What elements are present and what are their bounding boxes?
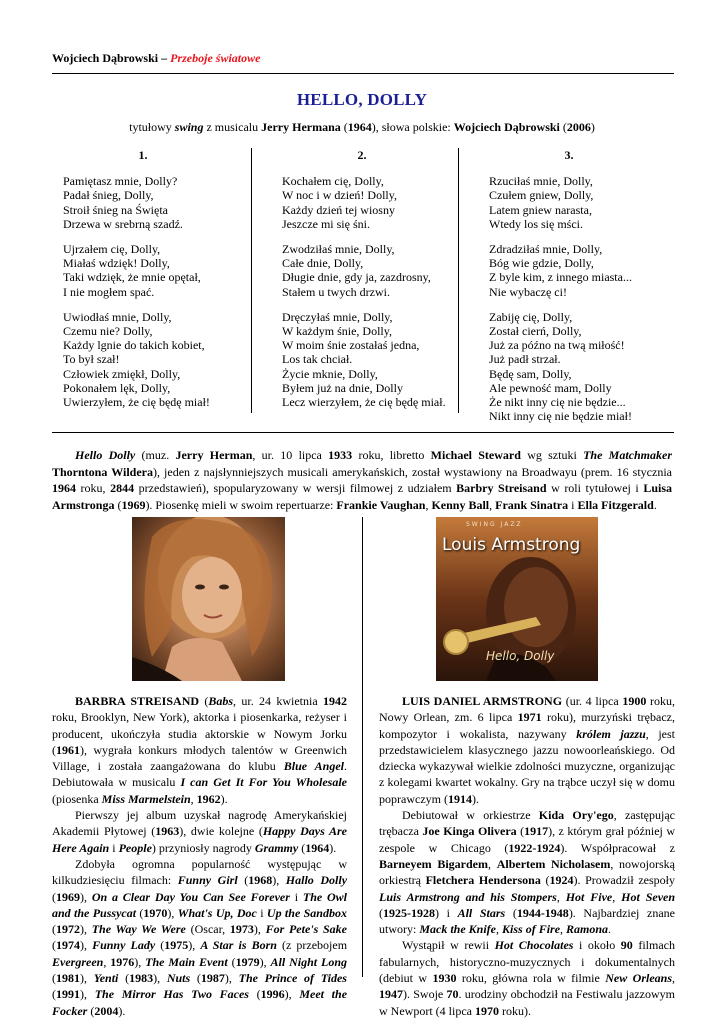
album-small-text: SWING JAZZ [466, 521, 523, 528]
lyric-line: Byłem już na dnie, Dolly [282, 380, 403, 395]
header-author: Wojciech Dąbrowski [52, 51, 159, 65]
lyric-line: I nie mogłem spać. [63, 284, 155, 299]
louis-armstrong-album-cover [436, 517, 598, 681]
lyric-line: Nikt inny cię nie będzie miał! [489, 409, 632, 424]
lyric-line: Życie mknie, Dolly, [282, 366, 378, 381]
lyrics-rule [52, 432, 674, 433]
lyric-line: Czułem gniew, Dolly, [489, 188, 594, 203]
song-title: HELLO, DOLLY [296, 90, 428, 109]
lyric-line: Stroił śnieg na Święta [63, 202, 168, 217]
lyric-stanza [489, 310, 649, 424]
lyric-line: Nie wybaczę ci! [489, 284, 567, 299]
lyric-line: Taki wdzięk, że mnie opętał, [63, 270, 201, 285]
lyric-stanza [63, 174, 223, 231]
lyric-line: Stałem u twych drzwi. [282, 284, 390, 299]
lyric-line: Że nikt inny cię nie będzie... [489, 395, 626, 410]
stanza-number: 3. [564, 148, 574, 162]
lyrics-column-3 [489, 148, 649, 434]
header-series: Przeboje światowe [170, 51, 261, 65]
lyric-line: Długie dnie, gdy ja, zazdrosny, [282, 270, 431, 285]
lyric-line: Zdradziłaś mnie, Dolly, [489, 242, 603, 257]
intro-paragraph: Hello Dolly (muz. Jerry Herman, ur. 10 lipca 1933 roku, libretto Michael Steward wg sztuki The Matchmaker Thorntona Wildera), jeden z najsłynniejszych musicali amerykańskich, został wystawiony na Broadwayu (prem. 16 stycznia 1964 roku, 2844 przedstawień), spopularyzowany w wersji filmowej z udziałem Barbry Streisand w roli tytułowej i Luisa Armstronga (1969). Piosenkę mieli w swoim repertuarze: Frankie Vaughan, Kenny Ball, Frank Sinatra i Ella Fitzgerald. [52, 448, 673, 512]
lyric-stanza [489, 174, 649, 231]
lyric-line: Człowiek zmiękł, Dolly, [63, 366, 181, 381]
lyric-line: Bóg wie gdzie, Dolly, [489, 256, 594, 271]
lyric-line: Latem gniew narasta, [489, 202, 592, 217]
lyric-line: Uwiodłaś mnie, Dolly, [63, 309, 172, 324]
bio-divider [362, 517, 363, 977]
lyric-line: To był szał! [63, 352, 120, 367]
lyrics-column-1 [63, 148, 223, 420]
lyric-line: Kochałem cię, Dolly, [282, 174, 384, 189]
lyric-stanza [63, 242, 223, 299]
portrait-illustration [132, 517, 285, 681]
lyric-line: Zwodziłaś mnie, Dolly, [282, 242, 395, 257]
lyric-line: Już padł strzał. [489, 352, 561, 367]
lyric-line: Wtedy los się mści. [489, 216, 583, 231]
lyric-line: Pamiętasz mnie, Dolly? [63, 174, 178, 189]
lyric-line: Każdy dzień tej wiosny [282, 202, 395, 217]
lyric-line: Z byle kim, z innego miasta... [489, 270, 632, 285]
lyric-stanza [282, 242, 446, 299]
lyric-line: Jeszcze mi się śni. [282, 216, 370, 231]
lyric-line: Całe dnie, Dolly, [282, 256, 364, 271]
lyric-line: Rzuciłaś mnie, Dolly, [489, 174, 593, 189]
album-caption: Hello, Dolly [486, 649, 555, 663]
lyric-line: Ale pewność mam, Dolly [489, 380, 612, 395]
stanza-number: 2. [357, 148, 367, 162]
header-separator: – [158, 51, 171, 65]
lyric-line: W każdym śnie, Dolly, [282, 324, 392, 339]
lyric-line: W noc i w dzień! Dolly, [282, 188, 397, 203]
header-rule [52, 73, 674, 74]
lyric-line: Czemu nie? Dolly, [63, 324, 153, 339]
lyrics-column-2 [282, 148, 446, 420]
barbra-streisand-bio: BARBRA STREISAND (Babs, ur. 24 kwietnia 1942 roku, Brooklyn, New York), aktorka i piosenkarka, reżyser i producent, ukończyła studia aktorskie w Nowym Jorku (1961), wygrała konkurs młodych talentów w Greenwich Village, i została zaangażowana do klubu Blue Angel. Debiutowała w musicalu I can Get It For You Wholesale (piosenka Miss Marmelstein, 1962). Pierwszy jej album uzyskał nagrodę Amerykańskiej Akademii Płytowej (1963), dwie kolejne (Happy Days Are Here Again i People) przyniosły nagrody Grammy (1964). Zdobyła ogromna popularność występując w kilkudziesięciu filmach: Funny Girl (1968), Hallo Dolly (1969), On a Clear Day You Can See Forever i The Owl and the Pussycat (1970), What's Up, Doc i Up the Sandbox (1972), The Way We Were (Oscar, 1973), For Pete's Sake (1974), Funny Lady (1975), A Star is Born (z przebojem Evergreen, 1976), The Main Event (1979), All Night Long (1981), Yenti (1983), Nuts (1987), The Prince of Tides (1991), The Mirror Has Two Faces (1996), Meet the Focker (2004). [52, 694, 348, 1018]
album-title: Louis Armstrong [442, 535, 581, 555]
lyric-line: Ujrzałem cię, Dolly, [63, 242, 161, 257]
lyric-stanza [282, 174, 446, 231]
louis-armstrong-bio: LUIS DANIEL ARMSTRONG (ur. 4 lipca 1900 roku, Nowy Orlean, zm. 6 lipca 1971 roku), murzyński trębacz, kompozytor i wokalista, nazywany królem jazzu, jest przedstawicielem klasycznego jazzu nowoorleańskiego. Od dziecka wykazywał wielkie zdolności muzyczne, organizując z kolegami kwartet wokalny. Gry na trąbce uczył się w domu poprawczym (1914). Debiutował w orkiestrze Kida Ory'ego, zastępując trębacza Joe Kinga Olivera (1917), z którym grał później w zespole w Chicago (1922-1924). Współpracował z Barneyem Bigardem, Albertem Nicholasem, nowojorską orkiestrą Fletchera Hendersona (1924). Prowadził zespoły Luis Armstrong and his Stompers, Hot Five, Hot Seven (1925-1928) i All Stars (1944-1948). Najbardziej znane utwory: Mack the Knife, Kiss of Fire, Ramona. Wystąpił w rewii Hot Chocolates i około 90 filmach fabularnych, historyczno-muzycznych i dokumentalnych (debiut w 1930 roku, główna rola w filmie New Orleans, 1947). Swoje 70. urodziny obchodził na Festiwalu jazzowym w Newport (4 lipca 1970 roku). [379, 694, 676, 1018]
lyric-line: W moim śnie zostałaś jedna, [282, 338, 420, 353]
lyric-stanza [282, 310, 446, 409]
lyric-line: Pokonałem lęk, Dolly, [63, 380, 171, 395]
lyric-stanza [489, 242, 649, 299]
song-subtitle: tytułowy swing z musicalu Jerry Hermana (1964), słowa polskie: Wojciech Dąbrowski (2006) [129, 120, 595, 134]
lyric-line: Już za późno na twą miłość! [489, 338, 625, 353]
lyric-line: Los tak chciał. [282, 352, 353, 367]
lyric-line: Zabiję cię, Dolly, [489, 309, 573, 324]
column-divider-1 [251, 148, 252, 413]
lyric-stanza [63, 310, 223, 409]
column-divider-2 [458, 148, 459, 413]
stanza-number: 1. [138, 148, 148, 162]
lyric-line: Drzewa w srebrną szadź. [63, 216, 183, 231]
lyric-line: Lecz wierzyłem, że cię będę miał. [282, 395, 446, 410]
lyric-line: Został cierń, Dolly, [489, 324, 582, 339]
lyric-line: Miałaś wdzięk! Dolly, [63, 256, 170, 271]
lyric-line: Każdy lgnie do takich kobiet, [63, 338, 205, 353]
running-header [52, 51, 260, 66]
barbra-streisand-photo [132, 517, 285, 681]
lyric-line: Padał śnieg, Dolly, [63, 188, 154, 203]
lyric-line: Dręczyłaś mnie, Dolly, [282, 309, 393, 324]
lyric-line: Uwierzyłem, że cię będę miał! [63, 395, 210, 410]
lyric-line: Będę sam, Dolly, [489, 366, 572, 381]
